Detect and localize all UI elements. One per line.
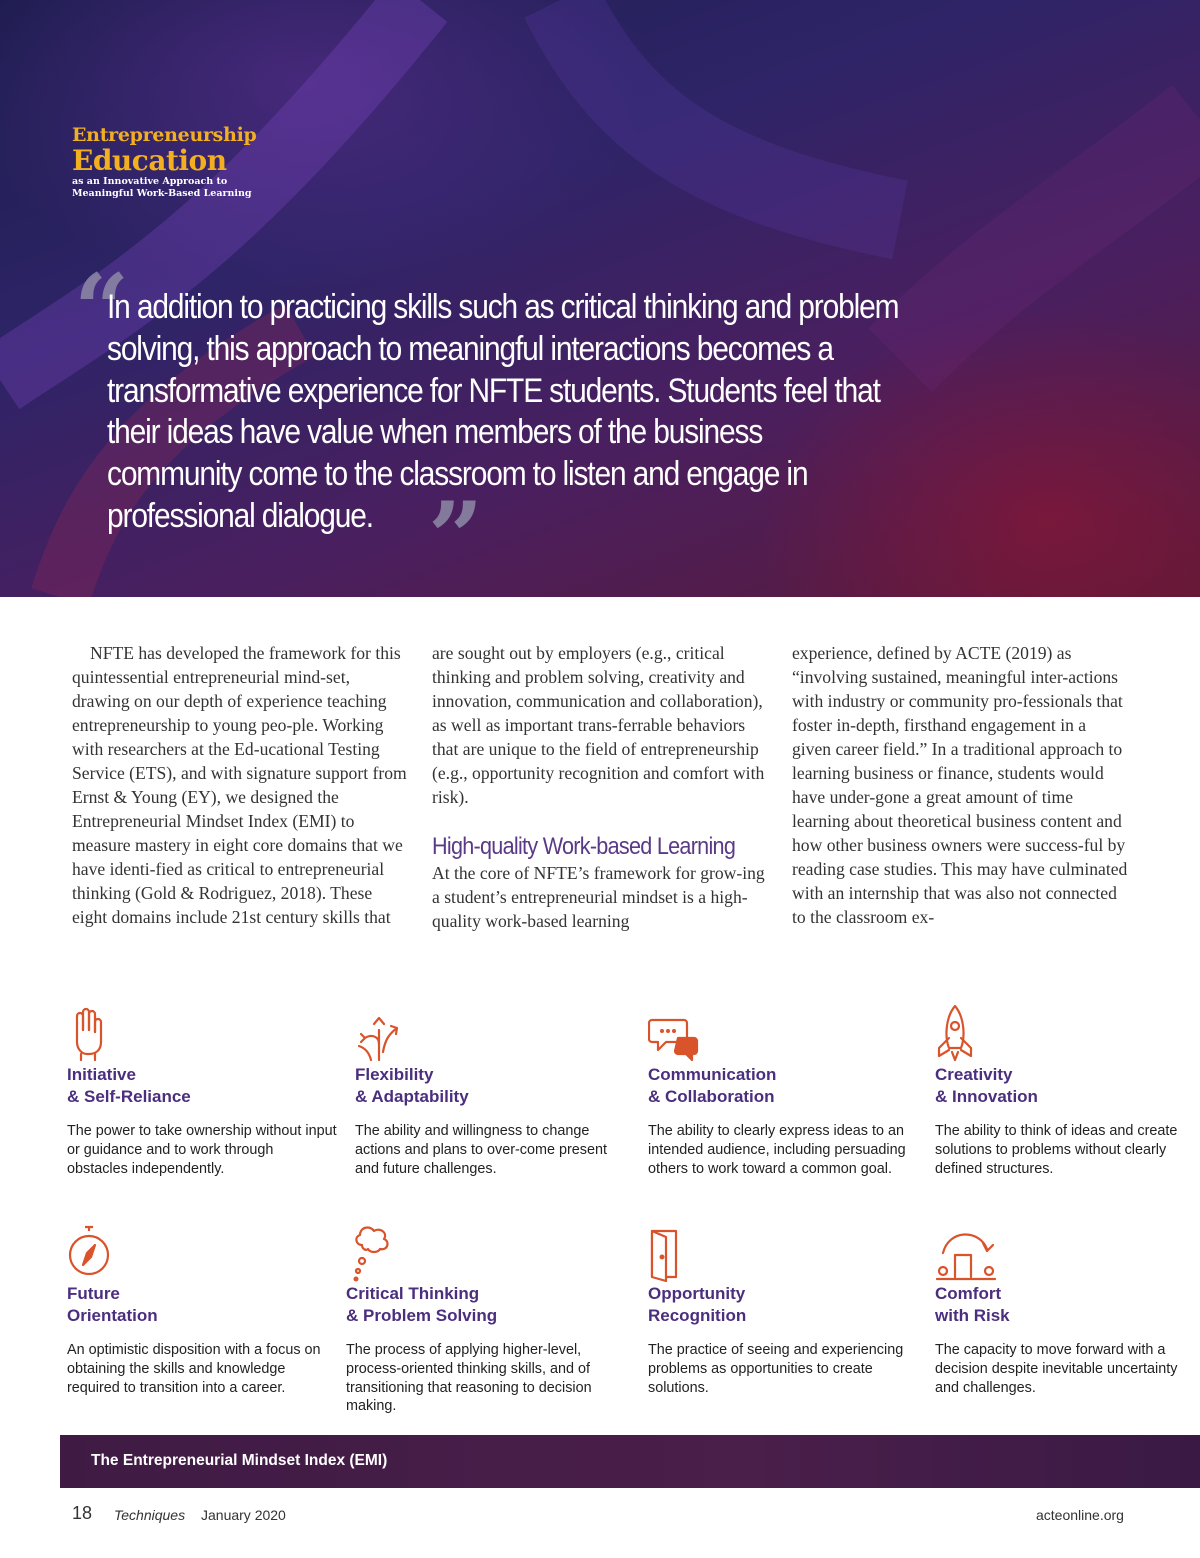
emi-title-line2: Recognition <box>648 1306 747 1325</box>
emi-title-line2: & Innovation <box>935 1087 1038 1106</box>
emi-item-title <box>67 1283 337 1327</box>
emi-title-line2: & Adaptability <box>355 1087 469 1106</box>
emi-item-description: The process of applying higher-level, process-oriented thinking skills, and of transitioning that reasoning to decision making. <box>346 1342 592 1415</box>
masthead-title-line1: Entrepreneurship <box>72 124 257 146</box>
rocket-icon <box>935 1004 987 1064</box>
emi-item-title <box>648 1283 918 1327</box>
emi-title-line1: Communication <box>648 1065 777 1084</box>
emi-title-line1: Initiative <box>67 1065 136 1084</box>
emi-item-description: The ability to clearly express ideas to an intended audience, including persuading others to work toward a common goal. <box>648 1123 906 1177</box>
website-link[interactable]: acteonline.org <box>1036 1507 1124 1523</box>
article-paragraph: experience, defined by ACTE (2019) as “involving sustained, meaningful inter-actions with industry or community pro-fessionals that foster in-depth, firsthand engagement in a given career field.” In a traditional approach to learning business or finance, students would have under-gone a great amount of time learning about theoretical business content and how other business owners were success-ful by reading case studies. This may have culminated with an internship that was also not connected to the classroom ex- <box>792 643 1128 927</box>
emi-item-description: The power to take ownership without input or guidance and to work through obstacles independently. <box>67 1123 337 1177</box>
emi-title-line2: with Risk <box>935 1306 1010 1325</box>
masthead-subtitle-line2: Meaningful Work-Based Learning <box>72 188 252 199</box>
emi-infographic <box>60 1000 1200 1430</box>
emi-item-title <box>67 1064 337 1108</box>
masthead <box>72 124 257 200</box>
emi-title-line1: Flexibility <box>355 1065 434 1084</box>
emi-item-description: The practice of seeing and experiencing problems as opportunities to create solutions. <box>648 1342 904 1396</box>
emi-item-title <box>935 1283 1200 1327</box>
emi-item-title <box>355 1064 625 1108</box>
issue-date: January 2020 <box>201 1507 286 1523</box>
emi-item-opportunity <box>648 1223 918 1397</box>
speech-bubbles-icon <box>648 1004 700 1064</box>
emi-caption-bar <box>60 1435 1200 1488</box>
emi-item-critical-thinking <box>346 1223 616 1416</box>
leap-hurdle-icon <box>935 1223 997 1283</box>
hero-banner <box>0 0 1200 597</box>
publication-name: Techniques <box>114 1507 186 1523</box>
open-door-icon <box>648 1223 700 1283</box>
emi-title-line2: Orientation <box>67 1306 158 1325</box>
emi-item-title <box>935 1064 1200 1108</box>
close-quote-mark: ” <box>428 481 484 594</box>
emi-title-line1: Critical Thinking <box>346 1284 480 1303</box>
page-number: 18 <box>72 1503 93 1523</box>
section-heading: High-quality Work-based Learning <box>432 833 736 860</box>
emi-item-description: The ability and willingness to change actions and plans to over-come present and future challenges. <box>355 1123 607 1177</box>
emi-item-future <box>67 1223 337 1397</box>
masthead-title-line2: Education <box>72 144 227 177</box>
raised-hand-icon <box>67 1004 119 1064</box>
emi-item-title <box>346 1283 616 1327</box>
open-quote-mark: “ <box>74 253 130 366</box>
emi-title-line1: Comfort <box>935 1284 1002 1303</box>
emi-item-description: The capacity to move forward with a decision despite inevitable uncertainty and challenges. <box>935 1342 1178 1396</box>
emi-caption: The Entrepreneurial Mindset Index (EMI) <box>91 1452 388 1469</box>
emi-item-description: The ability to think of ideas and create solutions to problems without clearly defined structures. <box>935 1123 1178 1177</box>
emi-item-creativity <box>935 1004 1200 1178</box>
emi-item-flexibility <box>355 1004 625 1178</box>
emi-title-line1: Creativity <box>935 1065 1013 1084</box>
article-paragraph: At the core of NFTE’s framework for grow-ing a student’s entrepreneurial mindset is a high-quality work-based learning <box>432 863 765 931</box>
emi-title-line2: & Collaboration <box>648 1087 775 1106</box>
article-paragraph: NFTE has developed the framework for this quintessential entrepreneurial mind-set, drawing on our depth of experience teaching entrepreneurship to young peo-ple. Working with researchers at the Ed-ucational Testing Service (ETS), and with signature support from Ernst & Young (EY), we designed the Entrepreneurial Mindset Index (EMI) to measure mastery in eight core domains that we have identi-fied as critical to entrepreneurial thinking (Gold & Rodriguez, 2018). These eight domains include 21st century skills that <box>72 643 407 927</box>
article-paragraph: are sought out by employers (e.g., critical thinking and problem solving, creativity and innovation, communication and collaboration), as well as important trans-ferrable behaviors that are unique to the field of entrepreneurship (e.g., opportunity recognition and comfort with risk). <box>432 643 765 807</box>
emi-item-title <box>648 1064 918 1108</box>
emi-title-line2: & Problem Solving <box>346 1306 498 1325</box>
branching-arrows-icon <box>355 1004 407 1064</box>
article-column-1 <box>72 641 408 929</box>
emi-item-risk <box>935 1223 1200 1397</box>
emi-item-initiative <box>67 1004 337 1178</box>
head-thought-icon <box>346 1223 398 1283</box>
article-column-2 <box>432 641 768 933</box>
emi-item-description: An optimistic disposition with a focus on obtaining the skills and knowledge required to transition into a career. <box>67 1342 321 1396</box>
masthead-subtitle-line1: as an Innovative Approach to <box>72 176 228 187</box>
compass-icon <box>67 1223 119 1283</box>
emi-item-communication <box>648 1004 918 1178</box>
pull-quote: In addition to practicing skills such as critical thinking and problem solving, this approach to meaningful interactions becomes a transformative experience for NFTE students. Students feel that their ideas have value when members of the business community come to the classroom to listen and engage in professional dialogue. <box>107 288 899 535</box>
emi-title-line1: Opportunity <box>648 1284 746 1303</box>
article-column-3 <box>792 641 1128 929</box>
emi-title-line1: Future <box>67 1284 120 1303</box>
emi-title-line2: & Self-Reliance <box>67 1087 191 1106</box>
